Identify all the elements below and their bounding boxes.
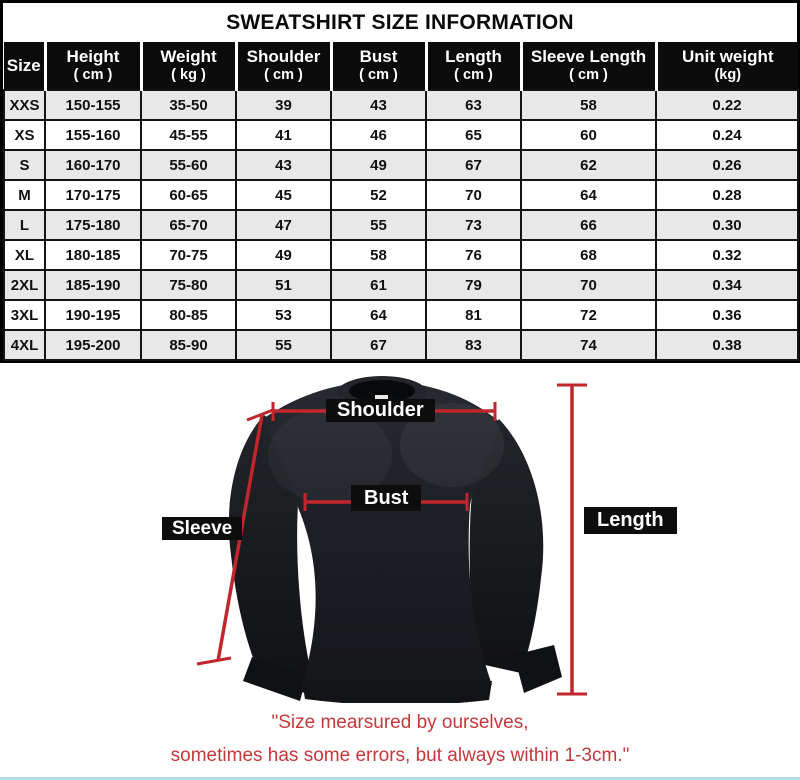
- table-row: [4, 210, 798, 240]
- sleeve-label: Sleeve: [162, 517, 242, 540]
- value-cell: 64: [521, 180, 656, 210]
- column-header-height: Height ( cm ): [45, 42, 141, 90]
- measurement-disclaimer: [0, 706, 800, 772]
- value-cell: 70-75: [141, 240, 236, 270]
- value-cell: 45-55: [141, 120, 236, 150]
- value-cell: 0.36: [656, 300, 798, 330]
- size-cell: 4XL: [4, 330, 45, 360]
- value-cell: 170-175: [45, 180, 141, 210]
- value-cell: 80-85: [141, 300, 236, 330]
- size-cell: XL: [4, 240, 45, 270]
- size-table-section: [0, 0, 800, 363]
- size-table: [3, 42, 799, 361]
- value-cell: 0.32: [656, 240, 798, 270]
- value-cell: 67: [331, 330, 426, 360]
- value-cell: 43: [236, 150, 331, 180]
- value-cell: 58: [331, 240, 426, 270]
- measurement-diagram: [0, 363, 800, 703]
- value-cell: 75-80: [141, 270, 236, 300]
- value-cell: 43: [331, 90, 426, 120]
- column-header-shoulder: Shoulder ( cm ): [236, 42, 331, 90]
- value-cell: 68: [521, 240, 656, 270]
- value-cell: 0.38: [656, 330, 798, 360]
- value-cell: 79: [426, 270, 521, 300]
- value-cell: 70: [426, 180, 521, 210]
- value-cell: 72: [521, 300, 656, 330]
- value-cell: 190-195: [45, 300, 141, 330]
- value-cell: 61: [331, 270, 426, 300]
- value-cell: 85-90: [141, 330, 236, 360]
- size-cell: M: [4, 180, 45, 210]
- value-cell: 180-185: [45, 240, 141, 270]
- column-header-size: Size: [4, 42, 45, 90]
- size-cell: 3XL: [4, 300, 45, 330]
- value-cell: 150-155: [45, 90, 141, 120]
- shoulder-label: Shoulder: [326, 399, 435, 422]
- value-cell: 67: [426, 150, 521, 180]
- value-cell: 55: [236, 330, 331, 360]
- value-cell: 0.28: [656, 180, 798, 210]
- value-cell: 155-160: [45, 120, 141, 150]
- value-cell: 0.30: [656, 210, 798, 240]
- page-title: SWEATSHIRT SIZE INFORMATION: [226, 10, 574, 34]
- length-label: Length: [584, 507, 677, 534]
- value-cell: 76: [426, 240, 521, 270]
- value-cell: 55-60: [141, 150, 236, 180]
- value-cell: 41: [236, 120, 331, 150]
- size-table-header-row: [4, 42, 798, 90]
- value-cell: 46: [331, 120, 426, 150]
- value-cell: 51: [236, 270, 331, 300]
- size-cell: S: [4, 150, 45, 180]
- value-cell: 64: [331, 300, 426, 330]
- value-cell: 39: [236, 90, 331, 120]
- size-cell: XS: [4, 120, 45, 150]
- value-cell: 58: [521, 90, 656, 120]
- value-cell: 175-180: [45, 210, 141, 240]
- table-row: [4, 330, 798, 360]
- value-cell: 62: [521, 150, 656, 180]
- value-cell: 52: [331, 180, 426, 210]
- table-row: [4, 240, 798, 270]
- value-cell: 73: [426, 210, 521, 240]
- column-header-length: Length ( cm ): [426, 42, 521, 90]
- value-cell: 66: [521, 210, 656, 240]
- table-row: [4, 270, 798, 300]
- value-cell: 45: [236, 180, 331, 210]
- title-bar: [3, 3, 797, 42]
- value-cell: 160-170: [45, 150, 141, 180]
- value-cell: 60-65: [141, 180, 236, 210]
- column-header-weight: Weight ( kg ): [141, 42, 236, 90]
- value-cell: 53: [236, 300, 331, 330]
- column-header-unit-weight: Unit weight (kg): [656, 42, 798, 90]
- column-header-bust: Bust ( cm ): [331, 42, 426, 90]
- value-cell: 83: [426, 330, 521, 360]
- value-cell: 0.34: [656, 270, 798, 300]
- table-row: [4, 150, 798, 180]
- table-row: [4, 90, 798, 120]
- value-cell: 70: [521, 270, 656, 300]
- value-cell: 47: [236, 210, 331, 240]
- disclaimer-line-1: "Size mearsured by ourselves,: [271, 712, 529, 733]
- value-cell: 55: [331, 210, 426, 240]
- value-cell: 63: [426, 90, 521, 120]
- value-cell: 81: [426, 300, 521, 330]
- value-cell: 0.26: [656, 150, 798, 180]
- value-cell: 74: [521, 330, 656, 360]
- size-table-body: [4, 90, 798, 360]
- table-row: [4, 180, 798, 210]
- value-cell: 185-190: [45, 270, 141, 300]
- value-cell: 0.22: [656, 90, 798, 120]
- value-cell: 60: [521, 120, 656, 150]
- value-cell: 35-50: [141, 90, 236, 120]
- table-row: [4, 120, 798, 150]
- disclaimer-line-2: sometimes has some errors, but always within 1-3cm.": [170, 745, 630, 766]
- value-cell: 65: [426, 120, 521, 150]
- bust-label: Bust: [351, 485, 421, 511]
- value-cell: 65-70: [141, 210, 236, 240]
- table-row: [4, 300, 798, 330]
- column-header-sleeve-length: Sleeve Length ( cm ): [521, 42, 656, 90]
- value-cell: 49: [236, 240, 331, 270]
- value-cell: 195-200: [45, 330, 141, 360]
- value-cell: 49: [331, 150, 426, 180]
- size-cell: L: [4, 210, 45, 240]
- hem-band: [302, 681, 492, 703]
- size-cell: XXS: [4, 90, 45, 120]
- size-cell: 2XL: [4, 270, 45, 300]
- value-cell: 0.24: [656, 120, 798, 150]
